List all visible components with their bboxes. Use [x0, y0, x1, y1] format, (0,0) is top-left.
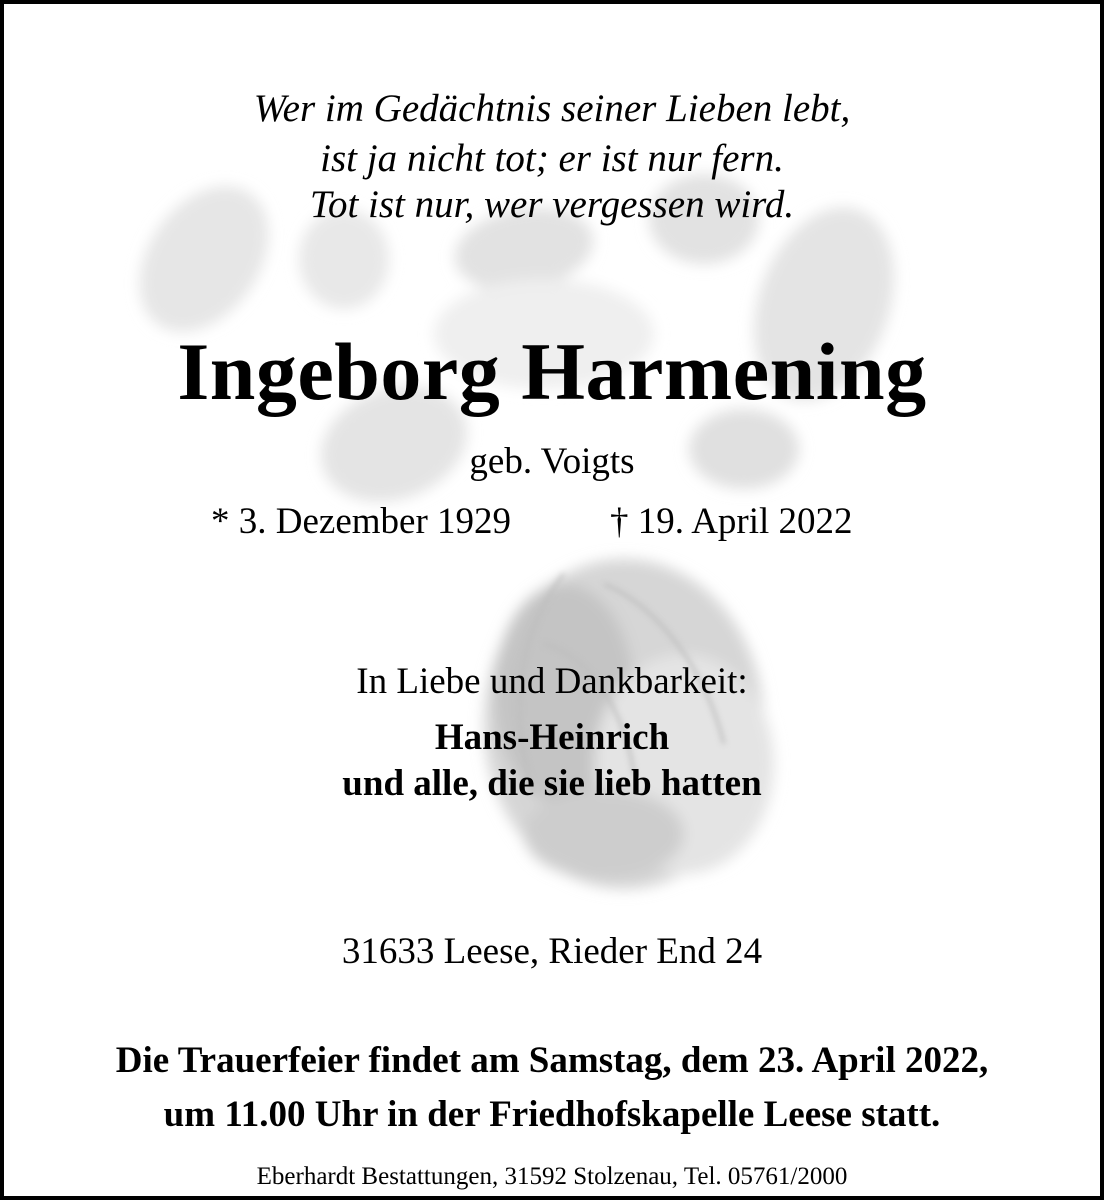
- quote-line-3: Tot ist nur, wer vergessen wird.: [309, 183, 795, 226]
- maiden-name: geb. Voigts: [469, 441, 635, 482]
- deceased-name: Ingeborg Harmening: [177, 326, 927, 417]
- service-line-2: um 11.00 Uhr in der Friedhofskapelle Leese statt.: [163, 1094, 941, 1135]
- birth-date: * 3. Dezember 1929: [211, 501, 512, 542]
- quote-line-1: Wer im Gedächtnis seiner Lieben lebt,: [253, 87, 851, 130]
- mourner-primary: Hans-Heinrich: [434, 717, 670, 758]
- mourner-others: und alle, die sie lieb hatten: [342, 763, 762, 804]
- quote-line-2: ist ja nicht tot; er ist nur fern.: [320, 137, 784, 180]
- undertaker-info: Eberhardt Bestattungen, 31592 Stolzenau, Tel. 05761/2000: [256, 1163, 848, 1190]
- death-date: † 19. April 2022: [610, 501, 853, 542]
- mourners-intro: In Liebe und Dankbarkeit:: [356, 661, 748, 702]
- address: 31633 Leese, Rieder End 24: [341, 931, 763, 972]
- service-line-1: Die Trauerfeier findet am Samstag, dem 23. April 2022,: [115, 1040, 989, 1081]
